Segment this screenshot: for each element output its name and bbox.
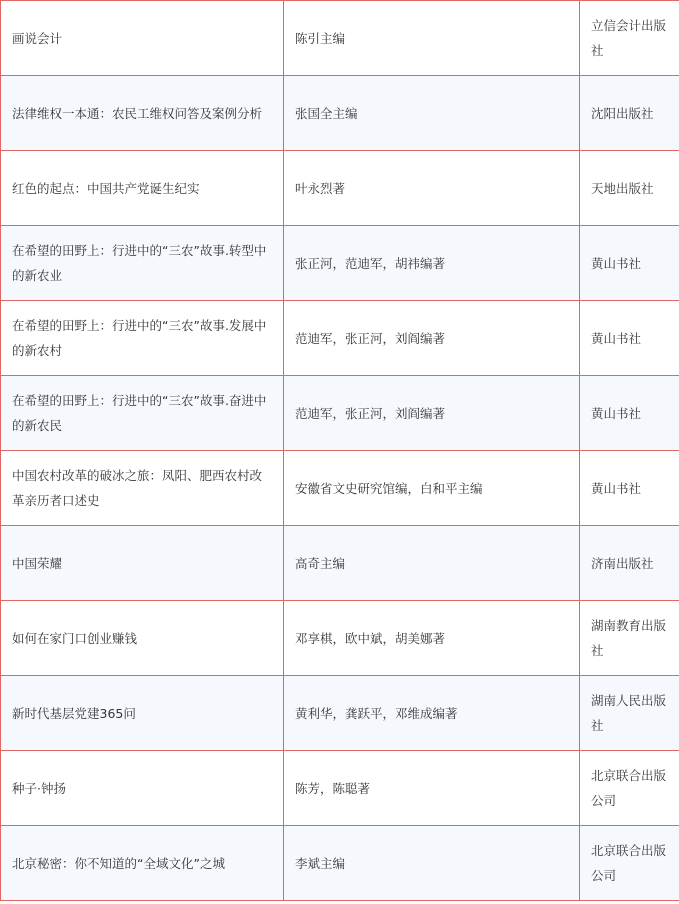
book-title-cell: 法律维权一本通：农民工维权问答及案例分析: [1, 76, 284, 151]
book-title-cell: 红色的起点：中国共产党诞生纪实: [1, 151, 284, 226]
book-title-cell: 画说会计: [1, 1, 284, 76]
book-title-cell: 中国农村改革的破冰之旅：凤阳、肥西农村改革亲历者口述史: [1, 451, 284, 526]
book-author-cell: 邓享棋，欧中斌，胡美娜著: [284, 601, 580, 676]
book-publisher-cell: 沈阳出版社: [580, 76, 679, 151]
book-publisher-cell: 黄山书社: [580, 301, 679, 376]
table-row: [1, 451, 679, 526]
table-row: [1, 151, 679, 226]
book-publisher-cell: 济南出版社: [580, 526, 679, 601]
table-row: [1, 1, 679, 76]
table-row: [1, 676, 679, 751]
table-row: [1, 526, 679, 601]
book-title-cell: 中国荣耀: [1, 526, 284, 601]
book-title-cell: 如何在家门口创业赚钱: [1, 601, 284, 676]
table-row: [1, 601, 679, 676]
book-publisher-cell: 北京联合出版公司: [580, 751, 679, 826]
book-author-cell: 高奇主编: [284, 526, 580, 601]
book-title-cell: 在希望的田野上：行进中的“三农”故事.发展中的新农村: [1, 301, 284, 376]
book-author-cell: 张正河，范迪军，胡祎编著: [284, 226, 580, 301]
book-author-cell: 范迪军，张正河，刘阎编著: [284, 376, 580, 451]
book-publisher-cell: 湖南教育出版社: [580, 601, 679, 676]
book-title-cell: 北京秘密：你不知道的“全域文化”之城: [1, 826, 284, 901]
book-author-cell: 安徽省文史研究馆编，白和平主编: [284, 451, 580, 526]
book-author-cell: 李斌主编: [284, 826, 580, 901]
book-author-cell: 范迪军，张正河，刘阎编著: [284, 301, 580, 376]
book-author-cell: 陈芳，陈聪著: [284, 751, 580, 826]
book-publisher-cell: 黄山书社: [580, 451, 679, 526]
book-author-cell: 陈引主编: [284, 1, 580, 76]
book-publisher-cell: 湖南人民出版社: [580, 676, 679, 751]
book-title-cell: 在希望的田野上：行进中的“三农”故事.奋进中的新农民: [1, 376, 284, 451]
book-publisher-cell: 北京联合出版公司: [580, 826, 679, 901]
book-publisher-cell: 立信会计出版社: [580, 1, 679, 76]
table-row: [1, 76, 679, 151]
book-publisher-cell: 天地出版社: [580, 151, 679, 226]
book-publisher-cell: 黄山书社: [580, 376, 679, 451]
book-title-cell: 种子·钟扬: [1, 751, 284, 826]
book-publisher-cell: 黄山书社: [580, 226, 679, 301]
book-author-cell: 叶永烈著: [284, 151, 580, 226]
book-list-body: [1, 1, 679, 901]
book-title-cell: 在希望的田野上：行进中的“三农”故事.转型中的新农业: [1, 226, 284, 301]
table-row: [1, 301, 679, 376]
book-title-cell: 新时代基层党建365问: [1, 676, 284, 751]
table-row: [1, 376, 679, 451]
book-author-cell: 黄利华，龚跃平，邓维成编著: [284, 676, 580, 751]
table-row: [1, 751, 679, 826]
table-row: [1, 826, 679, 901]
book-author-cell: 张国全主编: [284, 76, 580, 151]
table-row: [1, 226, 679, 301]
